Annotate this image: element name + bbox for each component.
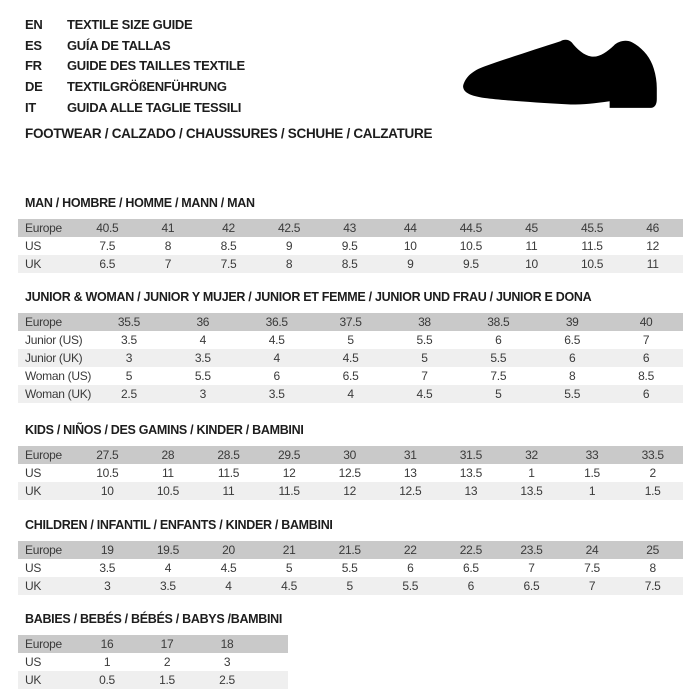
size-cell: 4	[164, 561, 172, 575]
language-list	[25, 14, 245, 118]
size-cell: 33	[562, 446, 623, 464]
category-title: FOOTWEAR / CALZADO / CHAUSSURES / SCHUHE / CALZATURE	[25, 126, 433, 141]
size-cell: 39	[535, 313, 609, 331]
size-cell: 2	[163, 655, 171, 669]
size-cell: 5.5	[194, 369, 211, 383]
table-row	[18, 385, 683, 403]
language-code: EN	[25, 16, 43, 32]
size-cell: 44	[380, 219, 441, 237]
size-cell: 12	[319, 482, 380, 500]
row-label: UK	[18, 482, 77, 500]
row-label: US	[25, 655, 42, 669]
row-label: US	[25, 466, 42, 480]
size-cell: 8.5	[638, 369, 654, 383]
size-cell: 11.5	[217, 466, 240, 480]
table-row	[18, 671, 288, 689]
size-cell: 9.5	[441, 255, 502, 273]
table-row	[18, 653, 288, 671]
size-cell: 1.5	[137, 671, 197, 689]
size-cell: 33.5	[622, 446, 683, 464]
size-cell: 4	[314, 385, 388, 403]
size-cell: 4.5	[268, 333, 285, 347]
size-cell: 12	[282, 466, 296, 480]
size-cell: 1.5	[622, 482, 683, 500]
size-cell: 6	[441, 577, 502, 595]
size-cell: 7.5	[584, 561, 600, 575]
row-label: Europe	[18, 635, 77, 653]
size-section	[18, 519, 683, 595]
size-cell: 11	[161, 466, 174, 480]
size-cell: 0.5	[77, 671, 137, 689]
table-row	[18, 331, 683, 349]
table-row	[18, 559, 683, 577]
size-cell: 3	[223, 655, 231, 669]
size-cell: 5	[285, 561, 293, 575]
size-cell: 28	[138, 446, 199, 464]
size-cell: 10.5	[562, 255, 623, 273]
language-code: IT	[25, 100, 36, 116]
size-cell: 11	[622, 255, 683, 273]
size-section	[18, 613, 288, 689]
size-cell: 31.5	[441, 446, 502, 464]
table-row	[18, 464, 683, 482]
row-label: Junior (US)	[25, 333, 83, 347]
size-cell: 16	[77, 635, 137, 653]
size-cell: 10	[501, 255, 562, 273]
size-table	[18, 541, 683, 595]
size-cell: 1	[528, 466, 535, 480]
row-label: Europe	[18, 313, 92, 331]
table-row	[18, 255, 683, 273]
size-cell: 3.5	[99, 561, 116, 575]
size-cell: 7	[562, 577, 623, 595]
size-cell: 7.5	[490, 369, 507, 383]
size-table	[18, 446, 683, 500]
language-code: ES	[25, 37, 42, 53]
size-cell: 45	[501, 219, 562, 237]
size-cell: 1	[103, 655, 111, 669]
size-cell: 19	[77, 541, 138, 559]
size-cell: 5	[461, 385, 535, 403]
size-cell: 20	[198, 541, 259, 559]
size-cell: 12	[646, 239, 660, 253]
language-text: TEXTILGRÖßENFÜHRUNG	[67, 79, 227, 95]
size-cell: 13.5	[501, 482, 562, 500]
size-cell: 10.5	[459, 239, 482, 253]
size-cell: 7	[421, 369, 428, 383]
size-cell: 43	[319, 219, 380, 237]
size-cell: 12.5	[338, 466, 361, 480]
size-cell: 40.5	[77, 219, 138, 237]
size-cell: 6	[609, 349, 683, 367]
filler-cell	[257, 653, 288, 671]
size-cell: 6	[609, 385, 683, 403]
size-cell: 8.5	[220, 239, 237, 253]
language-text: GUIDE DES TAILLES TEXTILE	[67, 58, 245, 74]
size-cell: 36	[166, 313, 240, 331]
size-cell: 4	[199, 333, 206, 347]
size-cell: 7	[528, 561, 535, 575]
table-row	[18, 349, 683, 367]
table-row	[18, 219, 683, 237]
row-label: Junior (UK)	[18, 349, 92, 367]
table-row	[18, 446, 683, 464]
size-cell: 19.5	[138, 541, 199, 559]
size-section	[18, 424, 683, 500]
size-cell: 5.5	[341, 561, 358, 575]
size-cell: 36.5	[240, 313, 314, 331]
size-cell: 3	[166, 385, 240, 403]
size-cell: 18	[197, 635, 257, 653]
size-cell: 10.5	[138, 482, 199, 500]
size-cell: 29.5	[259, 446, 320, 464]
size-section	[18, 291, 683, 403]
size-cell: 42.5	[259, 219, 320, 237]
size-table	[18, 313, 683, 403]
size-cell: 3	[77, 577, 138, 595]
row-label: US	[25, 239, 42, 253]
row-label: UK	[18, 577, 77, 595]
size-cell: 23.5	[501, 541, 562, 559]
language-code: DE	[25, 79, 43, 95]
size-cell: 8.5	[319, 255, 380, 273]
size-table	[18, 635, 288, 689]
size-cell: 6	[535, 349, 609, 367]
size-cell: 7.5	[622, 577, 683, 595]
row-label: Woman (US)	[25, 369, 92, 383]
size-table	[18, 219, 683, 273]
size-cell: 41	[138, 219, 199, 237]
size-cell: 31	[380, 446, 441, 464]
shoe-icon	[460, 38, 665, 110]
table-row	[18, 635, 288, 653]
size-cell: 32	[501, 446, 562, 464]
size-cell: 4	[240, 349, 314, 367]
size-cell: 10	[77, 482, 138, 500]
size-cell: 11	[525, 239, 538, 253]
size-cell: 6.5	[564, 333, 581, 347]
language-text: TEXTILE SIZE GUIDE	[67, 16, 193, 32]
size-cell: 7	[642, 333, 650, 347]
size-cell: 9	[285, 239, 293, 253]
size-cell: 8	[649, 561, 656, 575]
size-cell: 17	[137, 635, 197, 653]
size-cell: 9	[380, 255, 441, 273]
size-cell: 11	[198, 482, 259, 500]
language-code: FR	[25, 58, 42, 74]
filler-cell	[257, 671, 288, 689]
row-label: Europe	[18, 541, 77, 559]
size-cell: 4.5	[220, 561, 237, 575]
size-cell: 12.5	[380, 482, 441, 500]
size-cell: 13	[403, 466, 417, 480]
size-cell: 10	[403, 239, 417, 253]
language-row	[25, 76, 245, 97]
language-row	[25, 56, 245, 77]
row-label: Europe	[18, 446, 77, 464]
language-row	[25, 35, 245, 56]
size-cell: 7.5	[99, 239, 116, 253]
table-row	[18, 367, 683, 385]
size-section-title: CHILDREN / INFANTIL / ENFANTS / KINDER / BAMBINI	[25, 518, 333, 532]
size-cell: 3.5	[240, 385, 314, 403]
size-cell: 22.5	[441, 541, 502, 559]
language-text: GUÍA DE TALLAS	[67, 37, 171, 53]
size-cell: 5	[319, 577, 380, 595]
language-text: GUIDA ALLE TAGLIE TESSILI	[67, 100, 242, 116]
size-cell: 6	[407, 561, 414, 575]
size-cell: 5	[125, 369, 133, 383]
row-label: UK	[18, 255, 77, 273]
size-cell: 6.5	[342, 369, 359, 383]
size-cell: 3	[92, 349, 166, 367]
size-cell: 4.5	[314, 349, 388, 367]
size-cell: 5.5	[416, 333, 433, 347]
size-cell: 44.5	[441, 219, 502, 237]
size-cell: 40	[609, 313, 683, 331]
size-cell: 35.5	[92, 313, 166, 331]
size-cell: 6.5	[77, 255, 138, 273]
size-cell: 4.5	[388, 385, 462, 403]
size-section-title: BABIES / BEBÉS / BÉBÉS / BABYS /BAMBINI	[25, 612, 283, 626]
size-cell: 2	[649, 466, 656, 480]
language-row	[25, 14, 245, 35]
size-cell: 22	[380, 541, 441, 559]
size-cell: 5	[347, 333, 354, 347]
row-label: UK	[18, 671, 77, 689]
size-cell: 6	[495, 333, 502, 347]
size-cell: 11.5	[259, 482, 320, 500]
size-cell: 30	[319, 446, 380, 464]
size-cell: 1	[562, 482, 623, 500]
size-cell: 13.5	[459, 466, 482, 480]
table-row	[18, 237, 683, 255]
size-cell: 46	[622, 219, 683, 237]
size-cell: 5.5	[461, 349, 535, 367]
table-row	[18, 482, 683, 500]
size-cell: 13	[441, 482, 502, 500]
size-cell: 5	[388, 349, 462, 367]
size-section-title: MAN / HOMBRE / HOMME / MANN / MAN	[25, 196, 255, 210]
size-cell: 38.5	[461, 313, 535, 331]
filler-cell	[257, 635, 288, 653]
size-cell: 6	[273, 369, 280, 383]
size-cell: 21	[259, 541, 320, 559]
size-cell: 8	[569, 369, 576, 383]
size-cell: 6.5	[501, 577, 562, 595]
size-cell: 42	[198, 219, 259, 237]
table-row	[18, 577, 683, 595]
size-cell: 28.5	[198, 446, 259, 464]
size-cell: 37.5	[314, 313, 388, 331]
size-cell: 2.5	[92, 385, 166, 403]
language-row	[25, 97, 245, 118]
size-cell: 3.5	[138, 577, 199, 595]
size-section-title: JUNIOR & WOMAN / JUNIOR Y MUJER / JUNIOR ET FEMME / JUNIOR UND FRAU / JUNIOR E DONA	[25, 290, 592, 304]
row-label: US	[25, 561, 42, 575]
size-cell: 8	[259, 255, 320, 273]
size-cell: 5.5	[535, 385, 609, 403]
size-cell: 3.5	[121, 333, 137, 347]
size-cell: 10.5	[96, 466, 119, 480]
size-cell: 4.5	[259, 577, 320, 595]
size-cell: 9.5	[341, 239, 358, 253]
size-cell: 11.5	[581, 239, 603, 253]
table-row	[18, 541, 683, 559]
size-cell: 7.5	[198, 255, 259, 273]
size-cell: 4	[198, 577, 259, 595]
size-cell: 38	[388, 313, 462, 331]
size-cell: 2.5	[197, 671, 257, 689]
size-cell: 24	[562, 541, 623, 559]
size-cell: 3.5	[166, 349, 240, 367]
size-cell: 21.5	[319, 541, 380, 559]
size-cell: 25	[622, 541, 683, 559]
size-section-title: KIDS / NIÑOS / DES GAMINS / KINDER / BAMBINI	[25, 423, 304, 437]
size-cell: 27.5	[77, 446, 138, 464]
size-cell: 1.5	[584, 466, 600, 480]
row-label: Europe	[18, 219, 77, 237]
table-row	[18, 313, 683, 331]
size-cell: 45.5	[562, 219, 623, 237]
size-cell: 5.5	[380, 577, 441, 595]
size-cell: 7	[138, 255, 199, 273]
size-cell: 8	[164, 239, 172, 253]
size-section	[18, 197, 683, 273]
row-label: Woman (UK)	[18, 385, 92, 403]
size-cell: 6.5	[462, 561, 479, 575]
